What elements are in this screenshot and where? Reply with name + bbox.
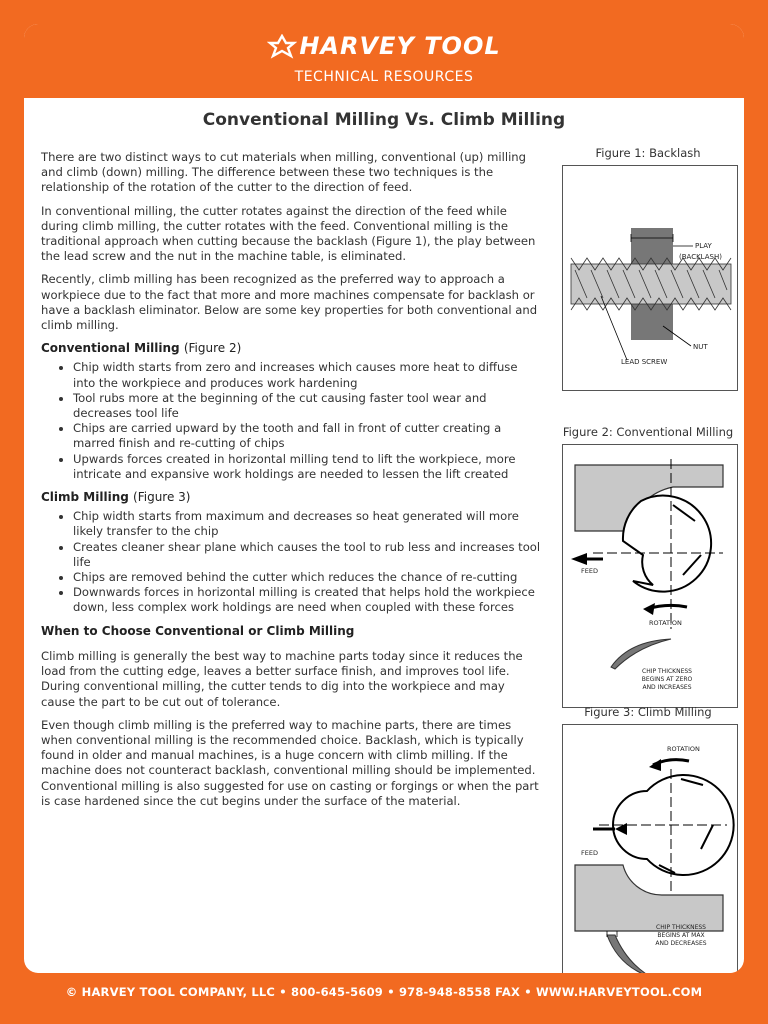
rotation-label: ROTATION bbox=[649, 619, 682, 627]
page-title: Conventional Milling Vs. Climb Milling bbox=[202, 110, 566, 130]
list-item: • Creates cleaner shear plane which causes the tool to rub less and increases tool life bbox=[73, 540, 541, 570]
footer-contact: © HARVEY TOOL COMPANY, LLC • 800-645-5609 • 978-948-8558 FAX • WWW.HARVEYTOOL.COM bbox=[65, 985, 703, 999]
conventional-list bbox=[41, 360, 541, 482]
lead-screw-label: LEAD SCREW bbox=[621, 358, 668, 366]
chip-shape bbox=[607, 935, 651, 973]
brand-name: HARVEY TOOL bbox=[299, 32, 501, 60]
feed-arrow-icon bbox=[571, 553, 587, 565]
list-item: • Chips are carried upward by the tooth and fall in front of cutter creating a marred finish and re-cutting of chips bbox=[73, 421, 541, 451]
list-item: • Upwards forces created in horizontal milling tend to lift the workpiece, more intricate and expansive work holdings are needed to lessen the lift created bbox=[73, 452, 541, 482]
chip-shape bbox=[611, 639, 671, 669]
figure-3-climb bbox=[562, 724, 738, 973]
figure-2-conventional bbox=[562, 444, 738, 708]
chip-label-3: AND INCREASES bbox=[642, 684, 692, 691]
figure-3-title: Figure 3: Climb Milling bbox=[584, 705, 712, 719]
header-subtitle: TECHNICAL RESOURCES bbox=[294, 69, 474, 85]
climb-heading: Climb Milling (Figure 3) bbox=[41, 490, 191, 505]
main-text-column bbox=[41, 150, 541, 817]
rotation-arrow-icon bbox=[649, 759, 661, 771]
play-label: PLAY bbox=[695, 242, 712, 250]
header-banner bbox=[24, 24, 744, 98]
backlash-label: (BACKLASH) bbox=[679, 253, 722, 261]
conventional-heading: Conventional Milling (Figure 2) bbox=[41, 341, 242, 356]
list-item: • Chip width starts from maximum and decreases so heat generated will more likely transfer to the chip bbox=[73, 509, 541, 539]
figure-1-backlash bbox=[562, 165, 738, 391]
intro-paragraph-2: In conventional milling, the cutter rotates against the direction of the feed while during climb milling, the cutter rotates with the feed. Conventional milling is the traditional approach when cutting because the backlash (Figure 1), the play between the lead screw and the nut in the machine table, is eliminated. bbox=[41, 203, 536, 264]
rotation-arrow-icon bbox=[643, 603, 655, 615]
rotation-label: ROTATION bbox=[667, 745, 700, 753]
chip-label-2: BEGINS AT MAX bbox=[657, 932, 705, 939]
workpiece-shape bbox=[575, 865, 723, 931]
feed-label: FEED bbox=[581, 849, 598, 857]
intro-paragraph-3: Recently, climb milling has been recognized as the preferred way to approach a workpiece due to the fact that more and more machines compensate for backlash or have a backlash eliminator. Below are some key properties for both conventional and climb milling. bbox=[41, 272, 538, 333]
choose-heading: When to Choose Conventional or Climb Milling bbox=[41, 623, 355, 638]
list-item: • Chips are removed behind the cutter which reduces the chance of re-cutting bbox=[73, 570, 541, 585]
chip-label-2: BEGINS AT ZERO bbox=[641, 676, 693, 683]
harvey-logo-icon bbox=[267, 34, 297, 60]
chip-label-3: AND DECREASES bbox=[655, 940, 707, 947]
nut-label: NUT bbox=[693, 343, 708, 351]
climb-list bbox=[41, 509, 541, 615]
brand-logo bbox=[24, 32, 744, 60]
figure-2-title: Figure 2: Conventional Milling bbox=[562, 425, 734, 439]
lead-screw-threads bbox=[571, 258, 731, 310]
choose-paragraph-1: Climb milling is generally the best way to machine parts today since it reduces the load from the cutting edge, leaves a better surface finish, and improves tool life. During conventional milling, the cutter tends to dig into the workpiece and may cause the part to be cut out of tolerance. bbox=[41, 648, 523, 709]
list-item: • Downwards forces in horizontal milling is created that helps hold the workpiece down, less complex work holdings are need when coupled with these forces bbox=[73, 585, 541, 615]
choose-paragraph-2: Even though climb milling is the preferred way to machine parts, there are times when conventional milling is the recommended choice. Backlash, which is typically found in older and manual machines, is a huge concern with climb milling. If the machine does not counteract backlash, conventional milling should be implemented. Conventional milling is also suggested for use on casting or forgings or when the part is case hardened since the cut begins under the surface of the material. bbox=[41, 717, 539, 808]
list-item: • Chip width starts from zero and increases which causes more heat to diffuse into the workpiece and produces work hardening bbox=[73, 360, 541, 390]
feed-label: FEED bbox=[581, 567, 598, 575]
cutter-shape bbox=[623, 496, 711, 592]
chip-label-1: CHIP THICKNESS bbox=[642, 668, 692, 675]
document-sheet bbox=[24, 24, 744, 973]
intro-paragraph-1: There are two distinct ways to cut materials when milling, conventional (up) milling and climb (down) milling. The difference between these two techniques is the relationship of the rotation of the cutter to the direction of feed. bbox=[41, 150, 526, 195]
figure-1-title: Figure 1: Backlash bbox=[595, 146, 701, 160]
list-item: • Tool rubs more at the beginning of the cut causing faster tool wear and decreases tool life bbox=[73, 391, 541, 421]
chip-label-1: CHIP THICKNESS bbox=[656, 924, 706, 931]
